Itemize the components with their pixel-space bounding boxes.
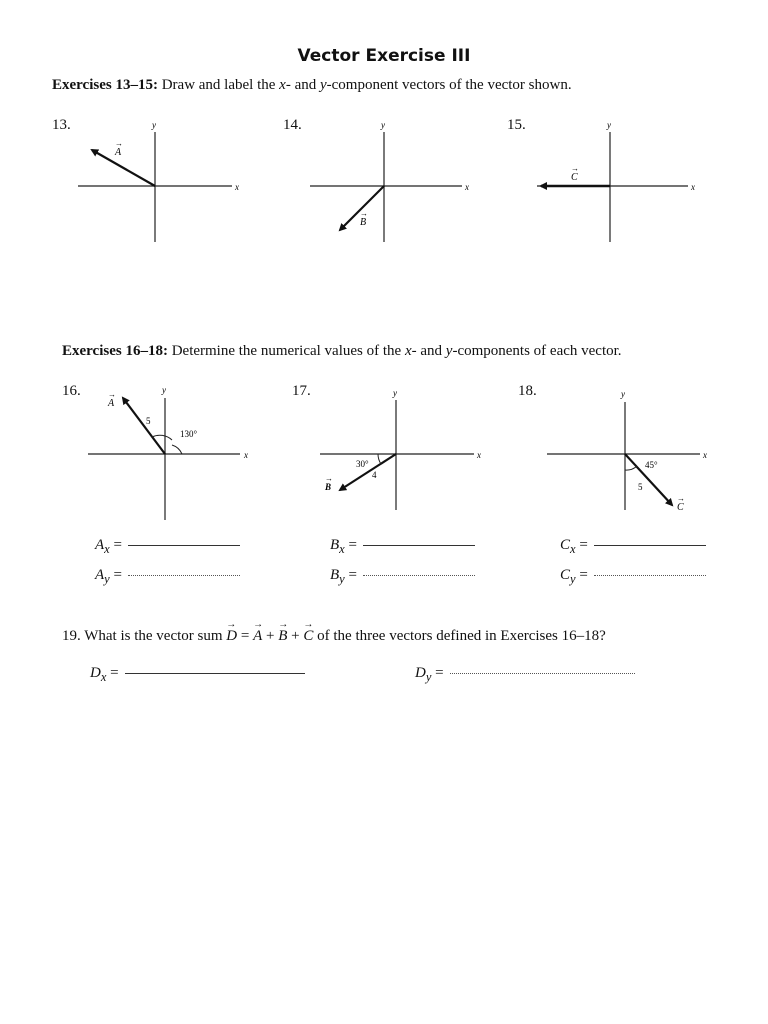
page-title: Vector Exercise III: [297, 46, 471, 66]
vector-c-label: C: [571, 172, 578, 183]
instructions-13-15-text: Draw and label the: [161, 77, 276, 93]
vector-a-arrow-mark: →: [115, 139, 123, 148]
answer-ax: [95, 537, 240, 557]
equals-sign: =: [579, 567, 588, 583]
x-axis-label: x: [465, 182, 469, 192]
x-subscript: x: [100, 670, 107, 684]
equals-sign: =: [579, 537, 588, 553]
y-axis-label: y: [162, 385, 166, 395]
x-symbol: x: [279, 77, 286, 93]
magnitude-label: 5: [146, 416, 151, 426]
instructions-16-18-heading: Exercises 16–18:: [62, 343, 168, 359]
d-symbol: D: [415, 665, 426, 681]
x-axis-label: x: [244, 450, 248, 460]
diagram-15: [537, 120, 695, 242]
diagram-18: [547, 389, 707, 513]
equals-sign: =: [435, 665, 444, 681]
answer-bx: [330, 537, 475, 557]
vector-a-label: A: [108, 398, 115, 409]
vector-a-label: A: [115, 147, 122, 158]
y-subscript: y: [570, 572, 576, 586]
equals-sign: =: [113, 567, 122, 583]
vector-c-label: C: [677, 502, 684, 513]
magnitude-label: 4: [372, 470, 377, 480]
x-subscript: x: [570, 542, 576, 556]
question-19-suffix: of the three vectors defined in Exercises 16–18?: [317, 628, 606, 644]
b-symbol: B: [330, 537, 340, 553]
problem-17-number: 17.: [292, 383, 311, 399]
question-19-prefix: 19. What is the vector sum: [62, 628, 223, 644]
vector-b-arrow-mark: →: [360, 209, 368, 218]
equals-sign: =: [348, 537, 357, 553]
equals-sign: =: [348, 567, 357, 583]
ay-answer-blank[interactable]: [128, 575, 240, 576]
vector-b-label: B: [360, 217, 367, 228]
a-symbol: A: [95, 567, 105, 583]
vector-a-symbol: → A: [253, 628, 262, 645]
c-symbol: C: [560, 567, 571, 583]
x-subscript: x: [104, 542, 110, 556]
cy-answer-blank[interactable]: [594, 575, 706, 576]
instructions-13-15-end: -component vectors of the vector shown.: [326, 77, 572, 93]
answer-ay: [95, 567, 240, 587]
y-axis-label: y: [607, 120, 611, 130]
y-axis-label: y: [381, 120, 385, 130]
vector-d-symbol: → D: [226, 628, 237, 645]
angle-label: 130°: [180, 429, 198, 439]
x-axis-label: x: [235, 182, 239, 192]
diagram-13: [78, 120, 239, 242]
dy-answer-blank[interactable]: [450, 673, 635, 674]
problem-13-number: 13.: [52, 117, 71, 133]
y-subscript: y: [425, 670, 432, 684]
y-axis-label: y: [393, 388, 397, 398]
instructions-16-18-and: - and: [411, 343, 443, 359]
problem-18-number: 18.: [518, 383, 537, 399]
dx-answer-blank[interactable]: [125, 673, 305, 674]
bx-answer-blank[interactable]: [363, 545, 475, 546]
cx-answer-blank[interactable]: [594, 545, 706, 546]
y-symbol: y: [445, 343, 453, 359]
angle-arc: [172, 445, 182, 454]
instructions-16-18: [62, 343, 622, 360]
x-subscript: x: [339, 542, 345, 556]
instructions-16-18-text: Determine the numerical values of the: [171, 343, 402, 359]
vector-a-arrow: [92, 150, 155, 186]
vector-c-arrow-mark: →: [571, 164, 579, 173]
by-answer-blank[interactable]: [363, 575, 475, 576]
vector-b-symbol: → B: [278, 628, 287, 645]
answer-cy: [560, 567, 706, 587]
vector-b-label: B: [325, 482, 332, 492]
x-axis-label: x: [703, 450, 707, 460]
vector-c-arrow-mark: →: [677, 494, 685, 503]
angle-label: 30°: [356, 459, 369, 469]
x-axis-label: x: [477, 450, 481, 460]
diagram-17: [320, 388, 481, 510]
instructions-13-15-heading: Exercises 13–15:: [52, 77, 158, 93]
b-symbol: B: [330, 567, 340, 583]
y-axis-label: y: [621, 389, 625, 399]
answer-by: [330, 567, 475, 587]
question-19: 19. What is the vector sum → D = → A + → B + → C of the three vectors defined in Exercises 16–18?: [62, 628, 606, 645]
equals-sign: =: [110, 665, 119, 681]
answer-dx: [90, 665, 305, 685]
y-axis-label: y: [152, 120, 156, 130]
x-symbol: x: [404, 343, 412, 359]
y-symbol: y: [319, 77, 327, 93]
instructions-16-18-end: -components of each vector.: [452, 343, 622, 359]
problem-15-number: 15.: [507, 117, 526, 133]
y-subscript: y: [339, 572, 345, 586]
problem-14-number: 14.: [283, 117, 302, 133]
a-symbol: A: [95, 537, 105, 553]
vector-c-symbol: → C: [303, 628, 313, 645]
diagram-16: [88, 385, 248, 520]
vector-a-arrow-mark: →: [108, 390, 116, 399]
magnitude-label: 5: [638, 482, 643, 492]
angle-arc: [378, 454, 381, 464]
diagram-14: [310, 120, 469, 242]
ax-answer-blank[interactable]: [128, 545, 240, 546]
equals-sign: =: [113, 537, 122, 553]
answer-cx: [560, 537, 706, 557]
vector-a-arrow: [123, 398, 165, 454]
answer-dy: [415, 665, 635, 685]
y-subscript: y: [104, 572, 110, 586]
c-symbol: C: [560, 537, 571, 553]
instructions-13-15-and: - and: [285, 77, 317, 93]
x-axis-label: x: [691, 182, 695, 192]
problem-16-number: 16.: [62, 383, 81, 399]
angle-label: 45°: [645, 460, 658, 470]
vector-b-arrow-mark: →: [325, 474, 333, 483]
d-symbol: D: [90, 665, 101, 681]
